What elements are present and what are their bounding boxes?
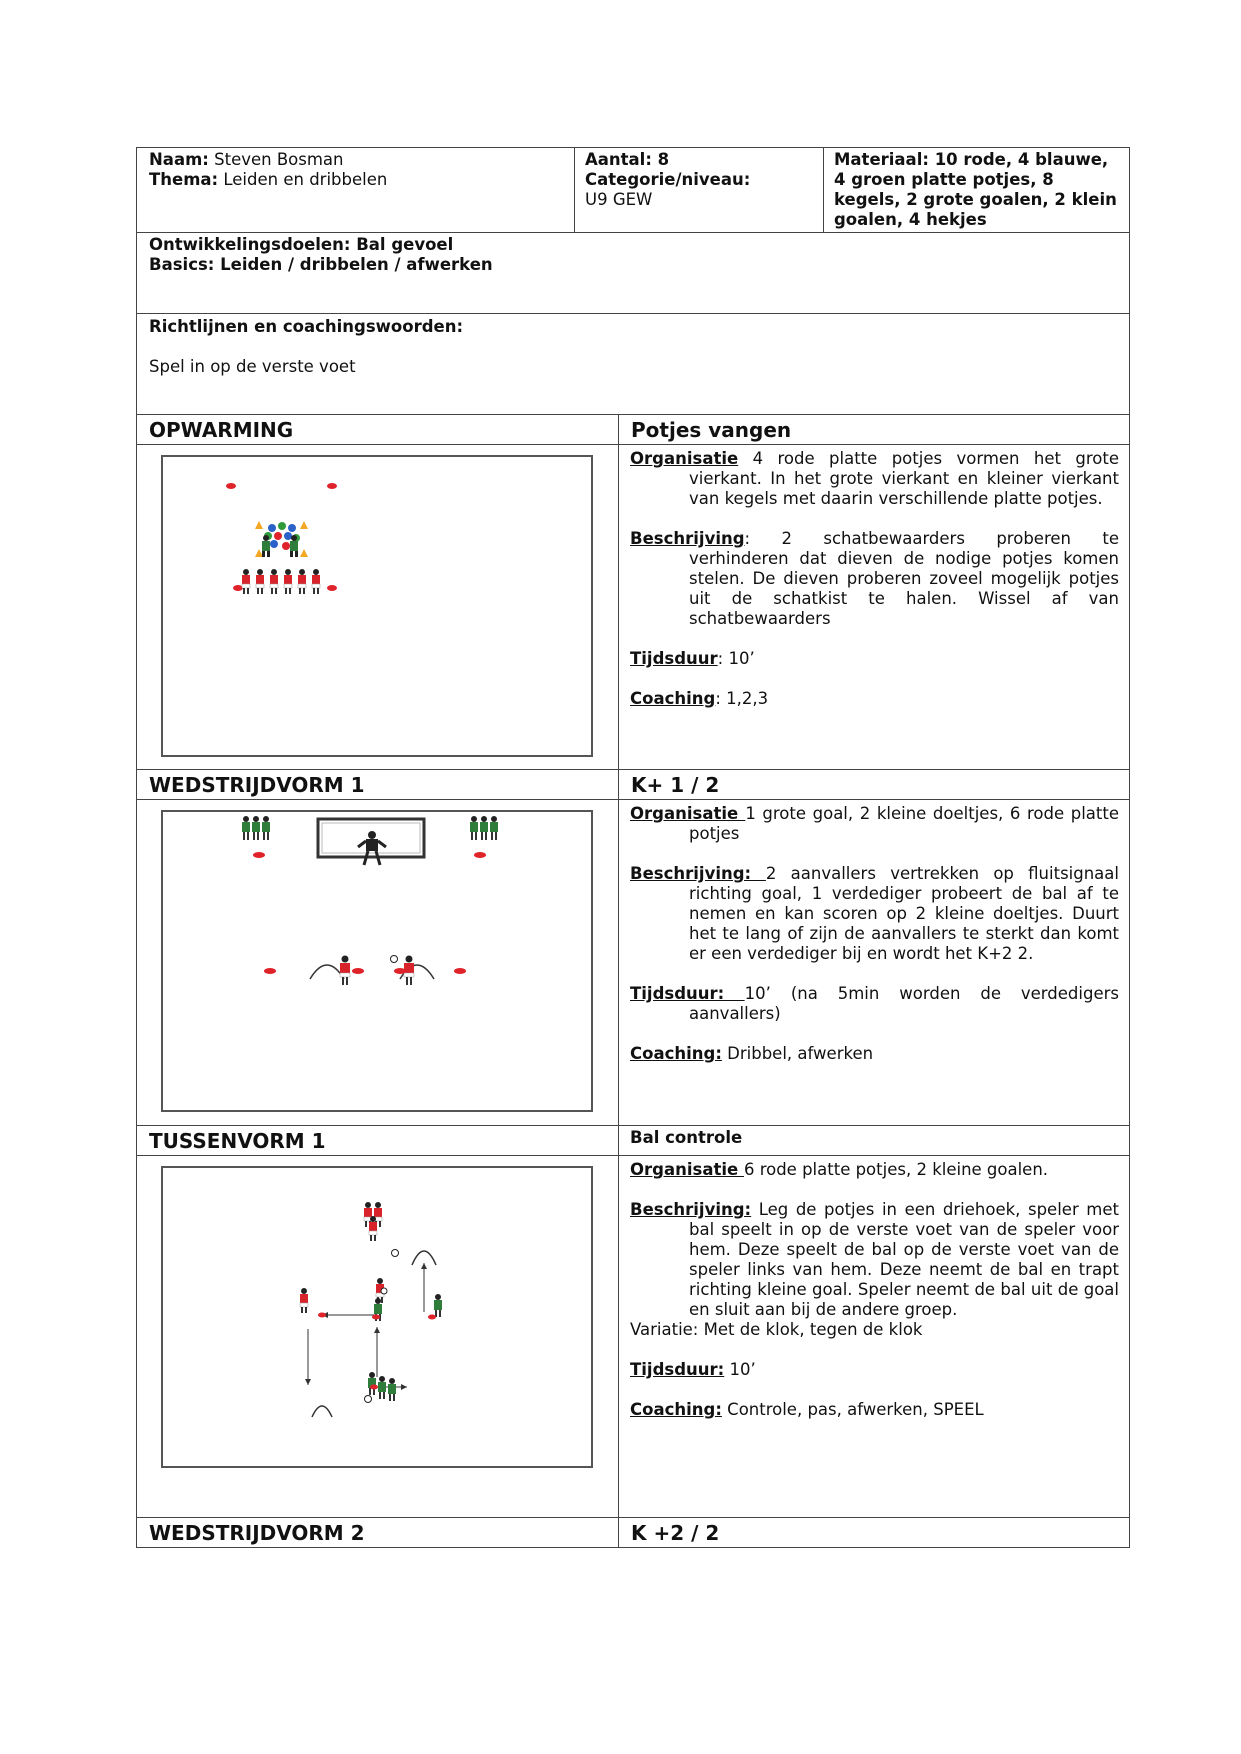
cone-marker (394, 968, 406, 974)
cone-marker (474, 852, 486, 858)
section-label-tussenvorm-1: TUSSENVORM 1 (137, 1126, 619, 1156)
coaching-label: Coaching: (630, 1400, 722, 1419)
section-label-wedstrijdvorm-2: WEDSTRIJDVORM 2 (137, 1518, 619, 1548)
thema-value: Leiden en dribbelen (218, 170, 388, 189)
training-table (136, 147, 1130, 1548)
drill-cell-opwarming (137, 445, 619, 770)
goals-cell (137, 233, 1130, 314)
coaching-label: Coaching: (630, 1044, 722, 1063)
guidelines-cell (137, 314, 1130, 415)
desc-label: Beschrijving: (630, 864, 766, 883)
desc-label: Beschrijving: (630, 1200, 752, 1219)
cone-marker (264, 968, 276, 974)
cone-marker (454, 968, 466, 974)
org-label: Organisatie (630, 449, 739, 468)
duration-text: 10’ (724, 1360, 756, 1379)
coaching-text: : 1,2,3 (715, 689, 769, 708)
cone-marker (327, 585, 337, 591)
identity-cell (137, 148, 575, 233)
cone-marker (428, 1315, 436, 1320)
cone-marker (233, 585, 243, 591)
materiaal-cell (824, 148, 1130, 233)
section-title-wedstrijdvorm-2: K +2 / 2 (619, 1518, 1130, 1548)
cone-marker (372, 1315, 380, 1320)
section-title-tussenvorm-1: Bal controle (619, 1126, 1130, 1156)
description-opwarming (619, 445, 1130, 770)
desc-text: : 2 schatbewaarders proberen te verhinderen dat dieven de nodige potjes komen stelen. De dieven proberen zoveel mogelijk potjes uit de schatkist te halen. Wissel af van schatbewaarders (689, 529, 1119, 628)
cone-marker (253, 852, 265, 858)
guidelines-title: Richtlijnen en coachingswoorden: (149, 317, 464, 336)
ball-icon (391, 956, 398, 963)
org-text: 1 grote goal, 2 kleine doeltjes, 6 rode platte potjes (689, 804, 1119, 843)
materiaal: Materiaal: 10 rode, 4 blauwe, 4 groen platte potjes, 8 kegels, 2 grote goalen, 2 klein goalen, 4 hekjes (834, 150, 1117, 229)
description-tussenvorm-1 (619, 1156, 1130, 1518)
coaching-text: Controle, pas, afwerken, SPEEL (721, 1400, 984, 1419)
ball-icon (392, 1250, 399, 1257)
description-wedstrijdvorm-1 (619, 800, 1130, 1126)
guidelines-text: Spel in op de verste voet (149, 357, 356, 376)
aantal: Aantal: 8 (585, 150, 670, 169)
thema-label: Thema: (149, 170, 219, 189)
duration-text: 10’ (na 5min worden de verdedigers aanvallers) (689, 984, 1119, 1023)
session-sheet (136, 147, 1129, 1548)
duration-label: Tijdsduur: (630, 984, 745, 1003)
cone-marker (370, 1385, 378, 1390)
org-text: 6 rode platte potjes, 2 kleine goalen. (743, 1160, 1049, 1179)
categorie-value: U9 GEW (585, 190, 653, 209)
field-diagram-opwarming (161, 455, 593, 757)
duration-label: Tijdsduur (630, 649, 718, 668)
section-label-wedstrijdvorm-1: WEDSTRIJDVORM 1 (137, 770, 619, 800)
basics: Basics: Leiden / dribbelen / afwerken (149, 255, 493, 274)
section-title-wedstrijdvorm-1: K+ 1 / 2 (619, 770, 1130, 800)
cone-marker (226, 483, 236, 489)
duration-text: : 10’ (717, 649, 755, 668)
field-diagram-tussenvorm-1 (161, 1166, 593, 1468)
naam-label: Naam: (149, 150, 209, 169)
field-diagram-wedstrijdvorm-1 (161, 810, 593, 1112)
cone-marker (327, 483, 337, 489)
development-goals: Ontwikkelingsdoelen: Bal gevoel (149, 235, 454, 254)
ball-icon (381, 1288, 387, 1294)
cone-marker (318, 1313, 326, 1318)
coaching-label: Coaching (630, 689, 716, 708)
desc-text: Leg de potjes in een driehoek, speler met bal speelt in op de verste voet van de speler voor hem. Deze speelt de bal op de verste voet van de speler links van hem. Deze neemt de bal en trapt richting kleine goal. Speler neemt de bal uit de goal en sluit aan bij de andere groep. (689, 1200, 1119, 1319)
cone-marker (352, 968, 364, 974)
coaching-text: Dribbel, afwerken (721, 1044, 874, 1063)
variatie: Variatie: Met de klok, tegen de klok (630, 1320, 923, 1339)
org-text: 4 rode platte potjes vormen het grote vierkant. In het grote vierkant en kleiner vierkant van kegels met daarin verschillende platte potjes. (689, 449, 1119, 508)
categorie-label: Categorie/niveau: (585, 170, 751, 189)
org-label: Organisatie (630, 1160, 744, 1179)
drill-cell-tussenvorm-1 (137, 1156, 619, 1518)
aantal-cell (575, 148, 824, 233)
field-boundary (163, 457, 592, 756)
naam-value: Steven Bosman (208, 150, 344, 169)
ball-icon (365, 1396, 372, 1403)
duration-label: Tijdsduur: (630, 1360, 725, 1379)
section-label-opwarming: OPWARMING (137, 415, 619, 445)
org-label: Organisatie (630, 804, 746, 823)
section-title-opwarming: Potjes vangen (619, 415, 1130, 445)
desc-label: Beschrijving (630, 529, 745, 548)
desc-text: 2 aanvallers vertrekken op fluitsignaal richting goal, 1 verdediger probeert de bal af te nemen en kan scoren op 2 kleine doeltjes. Duurt het te lang of zijn de aanvallers te sterkt dan komt er een verdediger bij en wordt het K+2 2. (689, 864, 1119, 963)
drill-cell-wedstrijdvorm-1 (137, 800, 619, 1126)
